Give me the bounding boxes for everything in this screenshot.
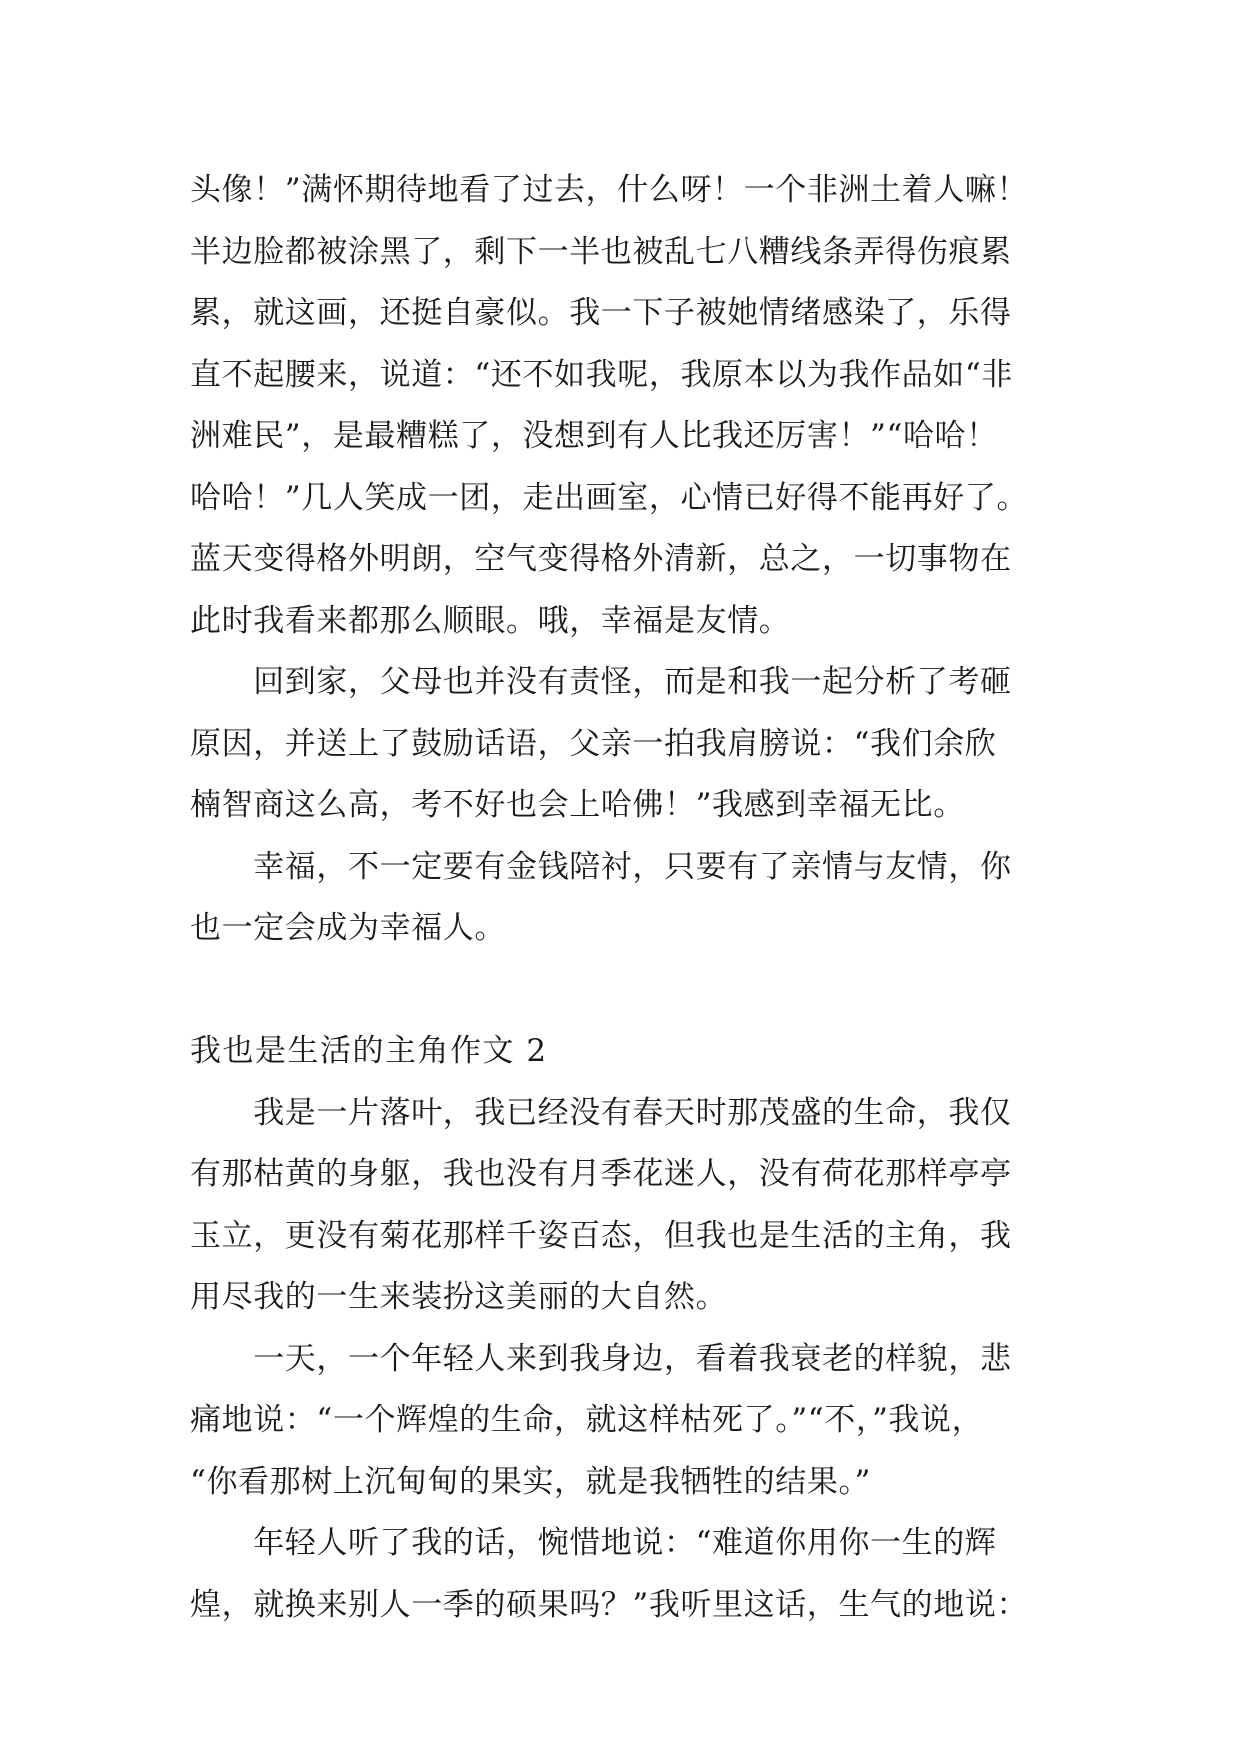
text-line: 累，就这画，还挺自豪似。我一下子被她情绪感染了，乐得 <box>190 295 1012 331</box>
text-line: 直不起腰来，说道：“还不如我呢，我原本以为我作品如“非 <box>190 356 1013 393</box>
text-line: “你看那树上沉甸甸的果实，就是我牺牲的结果。” <box>190 1463 871 1500</box>
text-line: 哈哈！”几人笑成一团，走出画室，心情已好得不能再好了。 <box>190 479 1029 516</box>
section-2 <box>190 1083 1065 1637</box>
text-line: 也一定会成为幸福人。 <box>190 910 506 946</box>
text-line: 年轻人听了我的话，惋惜地说：“难道你用你一生的辉 <box>190 1525 997 1561</box>
document-body <box>190 160 1065 1636</box>
text-line: 一天，一个年轻人来到我身边，看着我衰老的样貌，悲 <box>190 1340 1012 1377</box>
text-line: 有那枯黄的身躯，我也没有月季花迷人，没有荷花那样亭亭 <box>190 1156 1012 1192</box>
text-line: 用尽我的一生来装扮这美丽的大自然。 <box>190 1279 728 1315</box>
section-1 <box>190 160 1065 960</box>
text-line: 痛地说：“一个辉煌的生命，就这样枯死了。”“不，”我说， <box>190 1402 984 1438</box>
text-line: 楠智商这么高，考不好也会上哈佛！”我感到幸福无比。 <box>190 787 965 823</box>
text-line: 原因，并送上了鼓励话语，父亲一拍我肩膀说：“我们余欣 <box>190 725 997 762</box>
text-line: 蓝天变得格外明朗，空气变得格外清新，总之，一切事物在 <box>190 541 1012 577</box>
text-line: 煌，就换来别人一季的硕果吗？”我听里这话，生气的地说： <box>190 1586 1029 1623</box>
text-line: 我是一片落叶，我已经没有春天时那茂盛的生命，我仅 <box>190 1094 1012 1131</box>
text-line: 洲难民”，是最糟糕了，没想到有人比我还厉害！”“哈哈！ <box>190 418 998 454</box>
text-line: 头像！”满怀期待地看了过去，什么呀！一个非洲土着人嘛！ <box>190 172 1029 208</box>
text-line: 半边脸都被涂黑了，剩下一半也被乱七八糟线条弄得伤痕累 <box>190 233 1012 270</box>
text-line: 此时我看来都那么顺眼。哦，幸福是友情。 <box>190 602 791 639</box>
text-line: 玉立，更没有菊花那样千姿百态，但我也是生活的主角，我 <box>190 1217 1012 1254</box>
section-spacer <box>190 960 1065 1022</box>
section-heading: 我也是生活的主角作文 2 <box>190 1033 548 1069</box>
text-line: 回到家，父母也并没有责怪，而是和我一起分析了考砸 <box>190 664 1012 700</box>
text-line: 幸福，不一定要有金钱陪衬，只要有了亲情与友情，你 <box>190 848 1012 885</box>
